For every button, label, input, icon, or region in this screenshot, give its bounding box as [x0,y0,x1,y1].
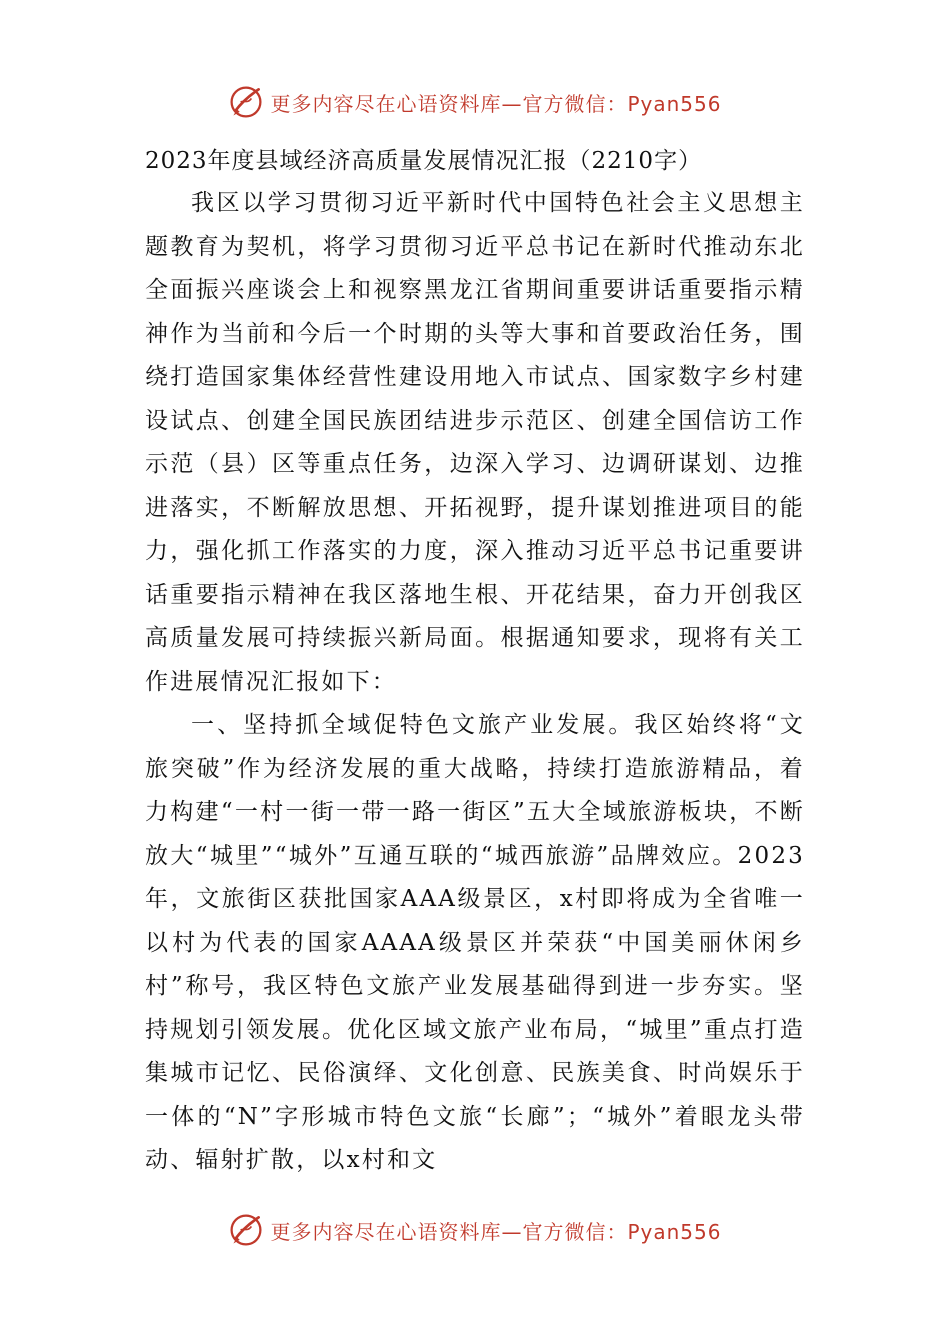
watermark-banner-top [0,80,950,124]
pen-logo-icon [228,84,264,120]
paragraph-intro: 我区以学习贯彻习近平新时代中国特色社会主义思想主题教育为契机，将学习贯彻习近平总书记在新时代推动东北全面振兴座谈会上和视察黑龙江省期间重要讲话重要指示精神作为当前和今后一个时期的头等大事和首要政治任务，围绕打造国家集体经营性建设用地入市试点、国家数字乡村建设试点、创建全国民族团结进步示范区、创建全国信访工作示范（县）区等重点任务，边深入学习、边调研谋划、边推进落实，不断解放思想、开拓视野，提升谋划推进项目的能力，强化抓工作落实的力度，深入推动习近平总书记重要讲话重要指示精神在我区落地生根、开花结果，奋力开创我区高质量发展可持续振兴新局面。根据通知要求，现将有关工作进展情况汇报如下： [145,190,805,695]
document-body [145,140,805,1183]
pen-logo-icon [228,1212,264,1248]
document-title: 2023年度县域经济高质量发展情况汇报（2210字） [145,148,703,174]
paragraph-section-1: 一、坚持抓全域促特色文旅产业发展。我区始终将“文旅突破”作为经济发展的重大战略，持续打造旅游精品，着力构建“一村一街一带一路一街区”五大全域旅游板块，不断放大“城里”“城外”互通互联的“城西旅游”品牌效应。2023年，文旅街区获批国家AAA级景区，x村即将成为全省唯一以村为代表的国家AAAA级景区并荣获“中国美丽休闲乡村”称号，我区特色文旅产业发展基础得到进一步夯实。坚持规划引领发展。优化区域文旅产业布局，“城里”重点打造集城市记忆、民俗演绎、文化创意、民族美食、时尚娱乐于一体的“N”字形城市特色文旅“长廊”；“城外”着眼龙头带动、辐射扩散，以x村和文 [145,712,805,1173]
watermark-banner-bottom [0,1208,950,1252]
watermark-text: 更多内容尽在心语资料库—官方微信：Pyan556 [270,91,722,116]
watermark-text: 更多内容尽在心语资料库—官方微信：Pyan556 [270,1219,722,1244]
